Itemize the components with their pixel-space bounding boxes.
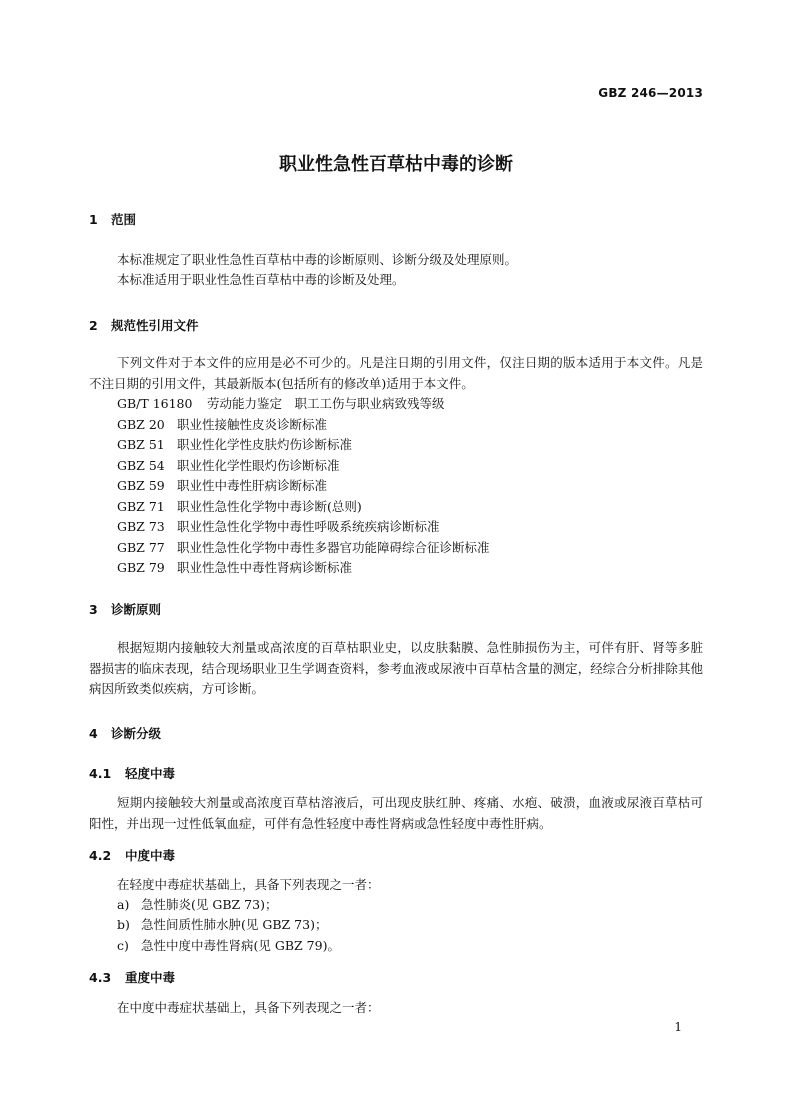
list-item-marker: b) <box>117 917 130 932</box>
section-4-2-intro: 在轻度中毒症状基础上，具备下列表现之一者： <box>117 877 380 892</box>
section-4-1-heading <box>89 764 175 782</box>
reference-code: GB/T 16180 <box>117 396 193 411</box>
reference-entry <box>117 456 340 476</box>
list-item <box>117 895 277 915</box>
section-title: 重度中毒 <box>125 970 176 985</box>
section-4-heading <box>89 724 161 742</box>
section-number: 4.3 <box>89 970 112 985</box>
section-number: 3 <box>89 602 98 617</box>
reference-title: 劳动能力鉴定 职工工伤与职业病致残等级 <box>207 396 445 411</box>
reference-title: 职业性化学性皮肤灼伤诊断标准 <box>177 437 353 452</box>
reference-title: 职业性急性化学物中毒性多器官功能障碍综合征诊断标准 <box>177 540 490 555</box>
reference-code: GBZ 51 <box>117 437 165 452</box>
section-1-paragraph-1: 本标准规定了职业性急性百草枯中毒的诊断原则、诊断分级及处理原则。 <box>117 252 518 267</box>
document-title: 职业性急性百草枯中毒的诊断 <box>279 154 513 175</box>
reference-entry <box>117 476 327 496</box>
standard-code: GBZ 246—2013 <box>598 86 703 100</box>
reference-entry <box>117 415 327 435</box>
section-2-heading <box>89 316 199 334</box>
section-4-1-paragraph: 短期内接触较大剂量或高浓度百草枯溶液后，可出现皮肤红肿、疼痛、水疱、破溃，血液或尿液百草枯可阳性，并出现一过性低氧血症，可伴有急性轻度中毒性肾病或急性轻度中毒性肝病。 <box>89 795 703 831</box>
reference-code: GBZ 71 <box>117 499 165 514</box>
section-number: 4.2 <box>89 848 112 863</box>
reference-title: 职业性中毒性肝病诊断标准 <box>177 478 328 493</box>
reference-title: 职业性急性化学物中毒诊断(总则) <box>177 499 362 514</box>
list-item <box>117 936 340 956</box>
reference-entry <box>117 538 490 558</box>
reference-entry <box>117 394 445 414</box>
section-title: 中度中毒 <box>125 848 176 863</box>
section-4-3-intro: 在中度中毒症状基础上，具备下列表现之一者： <box>117 1000 380 1015</box>
list-item-text: 急性中度中毒性肾病(见 GBZ 79)。 <box>141 938 340 953</box>
list-item-text: 急性肺炎(见 GBZ 73)； <box>141 897 278 912</box>
reference-title: 职业性急性化学物中毒性呼吸系统疾病诊断标准 <box>177 519 440 534</box>
page-number: 1 <box>674 1020 682 1034</box>
section-title: 轻度中毒 <box>125 766 176 781</box>
section-title: 诊断分级 <box>111 726 162 741</box>
reference-code: GBZ 59 <box>117 478 165 493</box>
list-item <box>117 915 327 935</box>
section-3-heading <box>89 600 161 618</box>
list-item-marker: c) <box>117 938 129 953</box>
reference-code: GBZ 54 <box>117 458 165 473</box>
section-title: 诊断原则 <box>111 602 162 617</box>
reference-code: GBZ 77 <box>117 540 165 555</box>
section-1-heading <box>89 210 136 228</box>
reference-entry <box>117 517 440 537</box>
section-title: 规范性引用文件 <box>111 318 199 333</box>
reference-title: 职业性接触性皮炎诊断标准 <box>177 417 328 432</box>
reference-entry <box>117 558 352 578</box>
section-2-intro: 下列文件对于本文件的应用是必不可少的。凡是注日期的引用文件，仅注日期的版本适用于本文件。凡是不注日期的引用文件，其最新版本(包括所有的修改单)适用于本文件。 <box>89 355 703 391</box>
section-3-paragraph: 根据短期内接触较大剂量或高浓度的百草枯职业史，以皮肤黏膜、急性肺损伤为主，可伴有肝、肾等多脏器损害的临床表现，结合现场职业卫生学调查资料，参考血液或尿液中百草枯含量的测定，经综合分析排除其他病因所致类似疾病，方可诊断。 <box>89 640 703 696</box>
reference-entry <box>117 497 362 517</box>
reference-code: GBZ 20 <box>117 417 165 432</box>
section-4-3-heading <box>89 968 175 986</box>
list-item-text: 急性间质性肺水肿(见 GBZ 73)； <box>141 917 328 932</box>
section-number: 4 <box>89 726 98 741</box>
section-4-2-heading <box>89 846 175 864</box>
section-number: 4.1 <box>89 766 112 781</box>
reference-title: 职业性急性中毒性肾病诊断标准 <box>177 560 353 575</box>
list-item-marker: a) <box>117 897 130 912</box>
section-number: 2 <box>89 318 98 333</box>
reference-title: 职业性化学性眼灼伤诊断标准 <box>177 458 340 473</box>
reference-code: GBZ 73 <box>117 519 165 534</box>
section-title: 范围 <box>111 212 137 227</box>
reference-entry <box>117 435 352 455</box>
section-1-paragraph-2: 本标准适用于职业性急性百草枯中毒的诊断及处理。 <box>117 272 405 287</box>
reference-code: GBZ 79 <box>117 560 165 575</box>
section-number: 1 <box>89 212 98 227</box>
